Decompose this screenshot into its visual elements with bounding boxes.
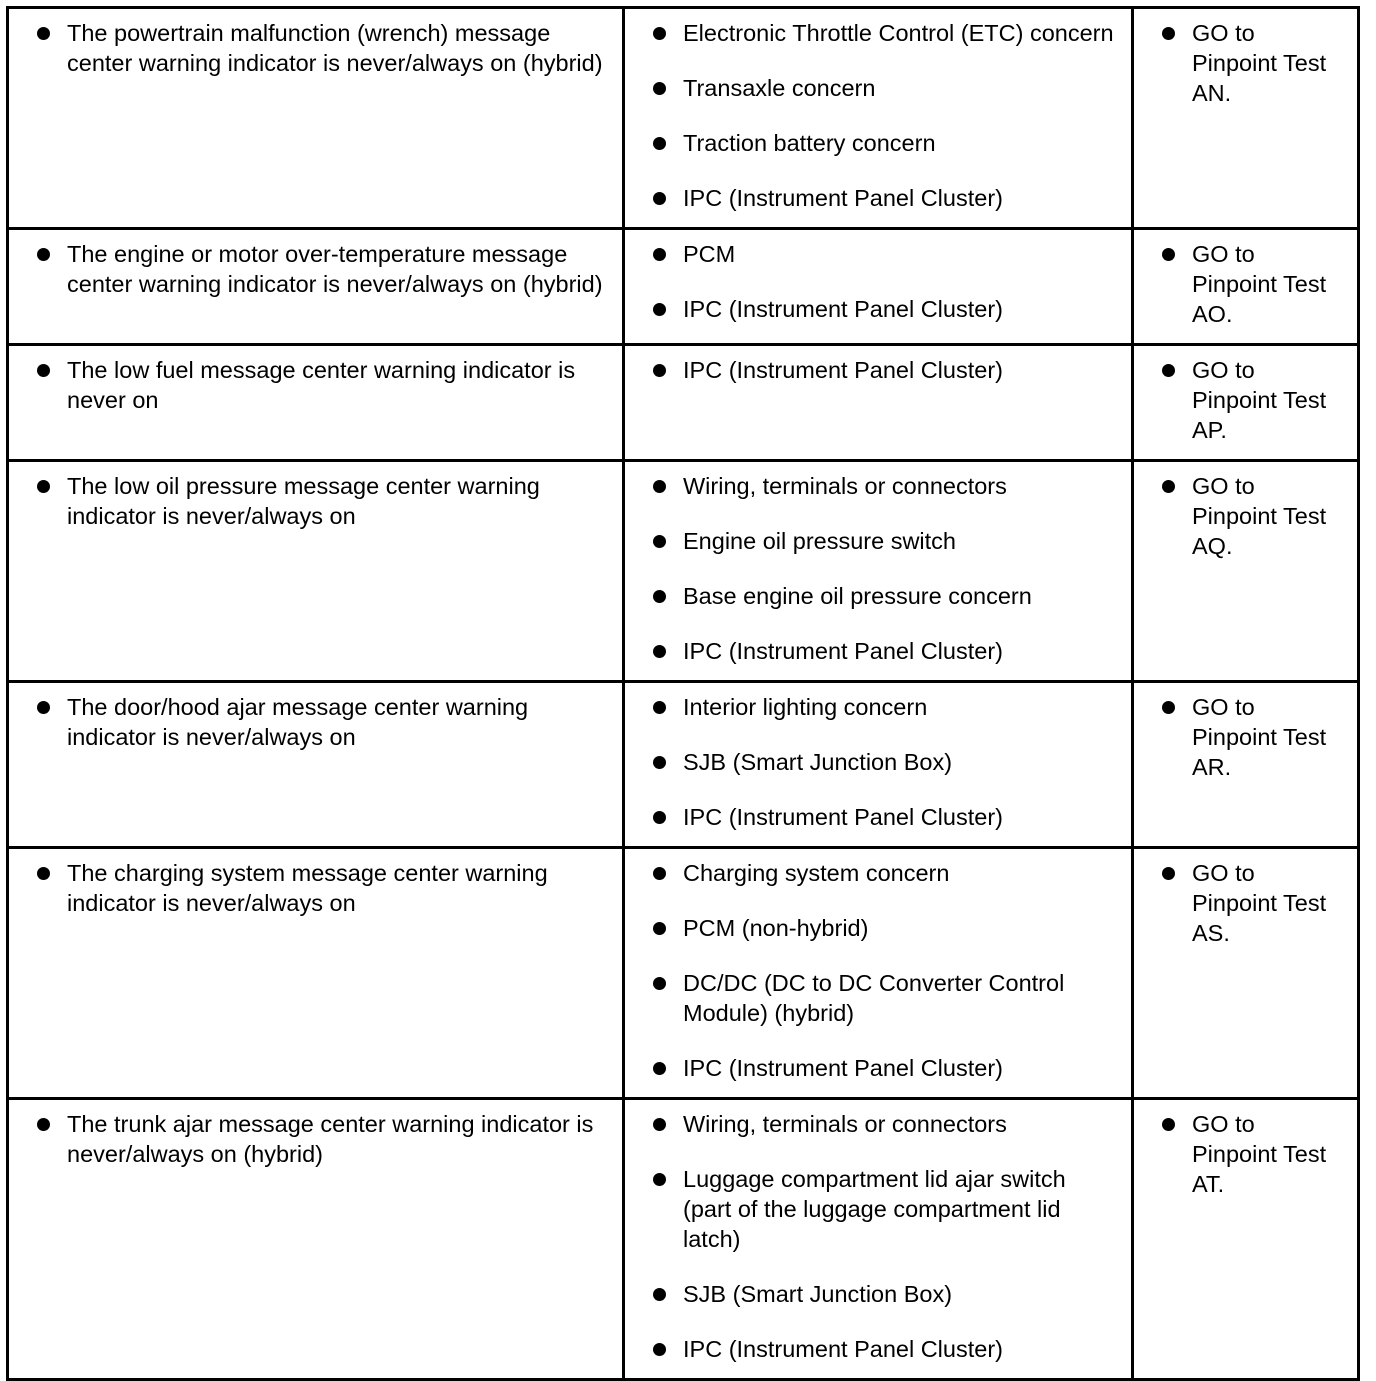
table-row (8, 848, 1359, 1099)
action-cell (1133, 345, 1359, 461)
bullet-icon (653, 192, 666, 205)
action-cell (1133, 8, 1359, 229)
bullet-icon (653, 1062, 666, 1075)
action-item (1148, 355, 1345, 445)
possible-source-item (639, 183, 1119, 213)
bullet-icon (653, 364, 666, 377)
possible-source-item (639, 747, 1119, 777)
action-item (1148, 858, 1345, 948)
action-cell (1133, 1099, 1359, 1380)
action-cell (1133, 229, 1359, 345)
bullet-icon (653, 480, 666, 493)
symptom-cell (8, 461, 624, 682)
symptom-cell (8, 345, 624, 461)
possible-source-cell (624, 461, 1133, 682)
table-row (8, 1099, 1359, 1380)
possible-source-item (639, 1279, 1119, 1309)
bullet-icon (653, 756, 666, 769)
possible-source-item (639, 1164, 1119, 1254)
bullet-icon (653, 137, 666, 150)
possible-source-text: Interior lighting concern (683, 694, 928, 720)
symptom-text: The door/hood ajar message center warning indicator is never/always on (67, 694, 529, 750)
symptom-cell (8, 8, 624, 229)
possible-source-text: SJB (Smart Junction Box) (683, 1281, 953, 1307)
bullet-icon (653, 82, 666, 95)
action-cell (1133, 848, 1359, 1099)
possible-source-cell (624, 8, 1133, 229)
symptom-item (23, 239, 610, 299)
bullet-icon (653, 1118, 666, 1131)
table-row (8, 8, 1359, 229)
possible-source-cell (624, 345, 1133, 461)
table-row (8, 682, 1359, 848)
bullet-icon (1162, 480, 1175, 493)
possible-source-cell (624, 229, 1133, 345)
possible-source-item (639, 1053, 1119, 1083)
action-item (1148, 239, 1345, 329)
bullet-icon (653, 27, 666, 40)
bullet-icon (37, 364, 50, 377)
bullet-icon (1162, 27, 1175, 40)
bullet-icon (653, 645, 666, 658)
possible-source-text: SJB (Smart Junction Box) (683, 749, 953, 775)
possible-source-item (639, 1109, 1119, 1139)
symptom-cell (8, 682, 624, 848)
bullet-icon (653, 701, 666, 714)
bullet-icon (37, 248, 50, 261)
possible-source-text: IPC (Instrument Panel Cluster) (683, 1055, 1003, 1081)
table-row (8, 229, 1359, 345)
bullet-icon (1162, 867, 1175, 880)
possible-source-text: Wiring, terminals or connectors (683, 473, 1007, 499)
symptom-chart-table (6, 6, 1360, 1381)
bullet-icon (1162, 364, 1175, 377)
bullet-icon (653, 590, 666, 603)
bullet-icon (653, 811, 666, 824)
possible-source-text: PCM (non-hybrid) (683, 915, 869, 941)
symptom-item (23, 355, 610, 415)
table-row (8, 345, 1359, 461)
action-cell (1133, 461, 1359, 682)
symptom-chart-body (8, 8, 1359, 1380)
possible-source-item (639, 802, 1119, 832)
symptom-text: The low fuel message center warning indicator is never on (67, 357, 576, 413)
symptom-item (23, 858, 610, 918)
bullet-icon (653, 535, 666, 548)
possible-source-item (639, 239, 1119, 269)
possible-source-item (639, 471, 1119, 501)
symptom-text: The powertrain malfunction (wrench) message center warning indicator is never/always on (hybrid) (67, 20, 603, 76)
possible-source-text: DC/DC (DC to DC Converter Control Module) (hybrid) (683, 970, 1065, 1026)
possible-source-item (639, 526, 1119, 556)
symptom-text: The engine or motor over-temperature message center warning indicator is never/always on (hybrid) (67, 241, 603, 297)
possible-source-item (639, 1334, 1119, 1364)
possible-source-text: IPC (Instrument Panel Cluster) (683, 804, 1003, 830)
symptom-cell (8, 1099, 624, 1380)
bullet-icon (653, 867, 666, 880)
bullet-icon (653, 1343, 666, 1356)
action-text: GO to Pinpoint Test AO. (1192, 241, 1327, 327)
bullet-icon (653, 248, 666, 261)
action-text: GO to Pinpoint Test AT. (1192, 1111, 1327, 1197)
action-cell (1133, 682, 1359, 848)
symptom-item (23, 1109, 610, 1169)
possible-source-text: Traction battery concern (683, 130, 936, 156)
possible-source-item (639, 294, 1119, 324)
bullet-icon (37, 480, 50, 493)
bullet-icon (37, 867, 50, 880)
symptom-text: The charging system message center warning indicator is never/always on (67, 860, 548, 916)
action-text: GO to Pinpoint Test AR. (1192, 694, 1327, 780)
possible-source-item (639, 858, 1119, 888)
bullet-icon (1162, 1118, 1175, 1131)
possible-source-text: Electronic Throttle Control (ETC) concern (683, 20, 1114, 46)
possible-source-item (639, 581, 1119, 611)
action-text: GO to Pinpoint Test AS. (1192, 860, 1327, 946)
symptom-text: The trunk ajar message center warning indicator is never/always on (hybrid) (67, 1111, 594, 1167)
bullet-icon (653, 977, 666, 990)
possible-source-text: Engine oil pressure switch (683, 528, 956, 554)
symptom-item (23, 18, 610, 78)
action-item (1148, 471, 1345, 561)
symptom-item (23, 471, 610, 531)
possible-source-cell (624, 682, 1133, 848)
diagnostic-page (6, 6, 1357, 1362)
symptom-cell (8, 229, 624, 345)
possible-source-text: Luggage compartment lid ajar switch (part of the luggage compartment lid latch) (683, 1166, 1066, 1252)
bullet-icon (1162, 701, 1175, 714)
symptom-text: The low oil pressure message center warning indicator is never/always on (67, 473, 540, 529)
possible-source-item (639, 913, 1119, 943)
possible-source-text: Base engine oil pressure concern (683, 583, 1032, 609)
possible-source-cell (624, 848, 1133, 1099)
possible-source-item (639, 18, 1119, 48)
bullet-icon (1162, 248, 1175, 261)
possible-source-cell (624, 1099, 1133, 1380)
possible-source-item (639, 968, 1119, 1028)
possible-source-text: IPC (Instrument Panel Cluster) (683, 1336, 1003, 1362)
possible-source-text: PCM (683, 241, 736, 267)
possible-source-item (639, 692, 1119, 722)
bullet-icon (37, 27, 50, 40)
action-item (1148, 18, 1345, 108)
possible-source-text: Transaxle concern (683, 75, 876, 101)
bullet-icon (653, 1173, 666, 1186)
bullet-icon (653, 922, 666, 935)
possible-source-item (639, 355, 1119, 385)
possible-source-text: IPC (Instrument Panel Cluster) (683, 638, 1003, 664)
possible-source-text: IPC (Instrument Panel Cluster) (683, 357, 1003, 383)
action-item (1148, 1109, 1345, 1199)
bullet-icon (653, 1288, 666, 1301)
symptom-item (23, 692, 610, 752)
possible-source-text: IPC (Instrument Panel Cluster) (683, 296, 1003, 322)
possible-source-item (639, 128, 1119, 158)
bullet-icon (37, 701, 50, 714)
possible-source-item (639, 73, 1119, 103)
action-text: GO to Pinpoint Test AN. (1192, 20, 1327, 106)
bullet-icon (653, 303, 666, 316)
symptom-cell (8, 848, 624, 1099)
bullet-icon (37, 1118, 50, 1131)
table-row (8, 461, 1359, 682)
action-item (1148, 692, 1345, 782)
possible-source-text: IPC (Instrument Panel Cluster) (683, 185, 1003, 211)
possible-source-text: Charging system concern (683, 860, 950, 886)
action-text: GO to Pinpoint Test AQ. (1192, 473, 1327, 559)
possible-source-text: Wiring, terminals or connectors (683, 1111, 1007, 1137)
action-text: GO to Pinpoint Test AP. (1192, 357, 1327, 443)
possible-source-item (639, 636, 1119, 666)
